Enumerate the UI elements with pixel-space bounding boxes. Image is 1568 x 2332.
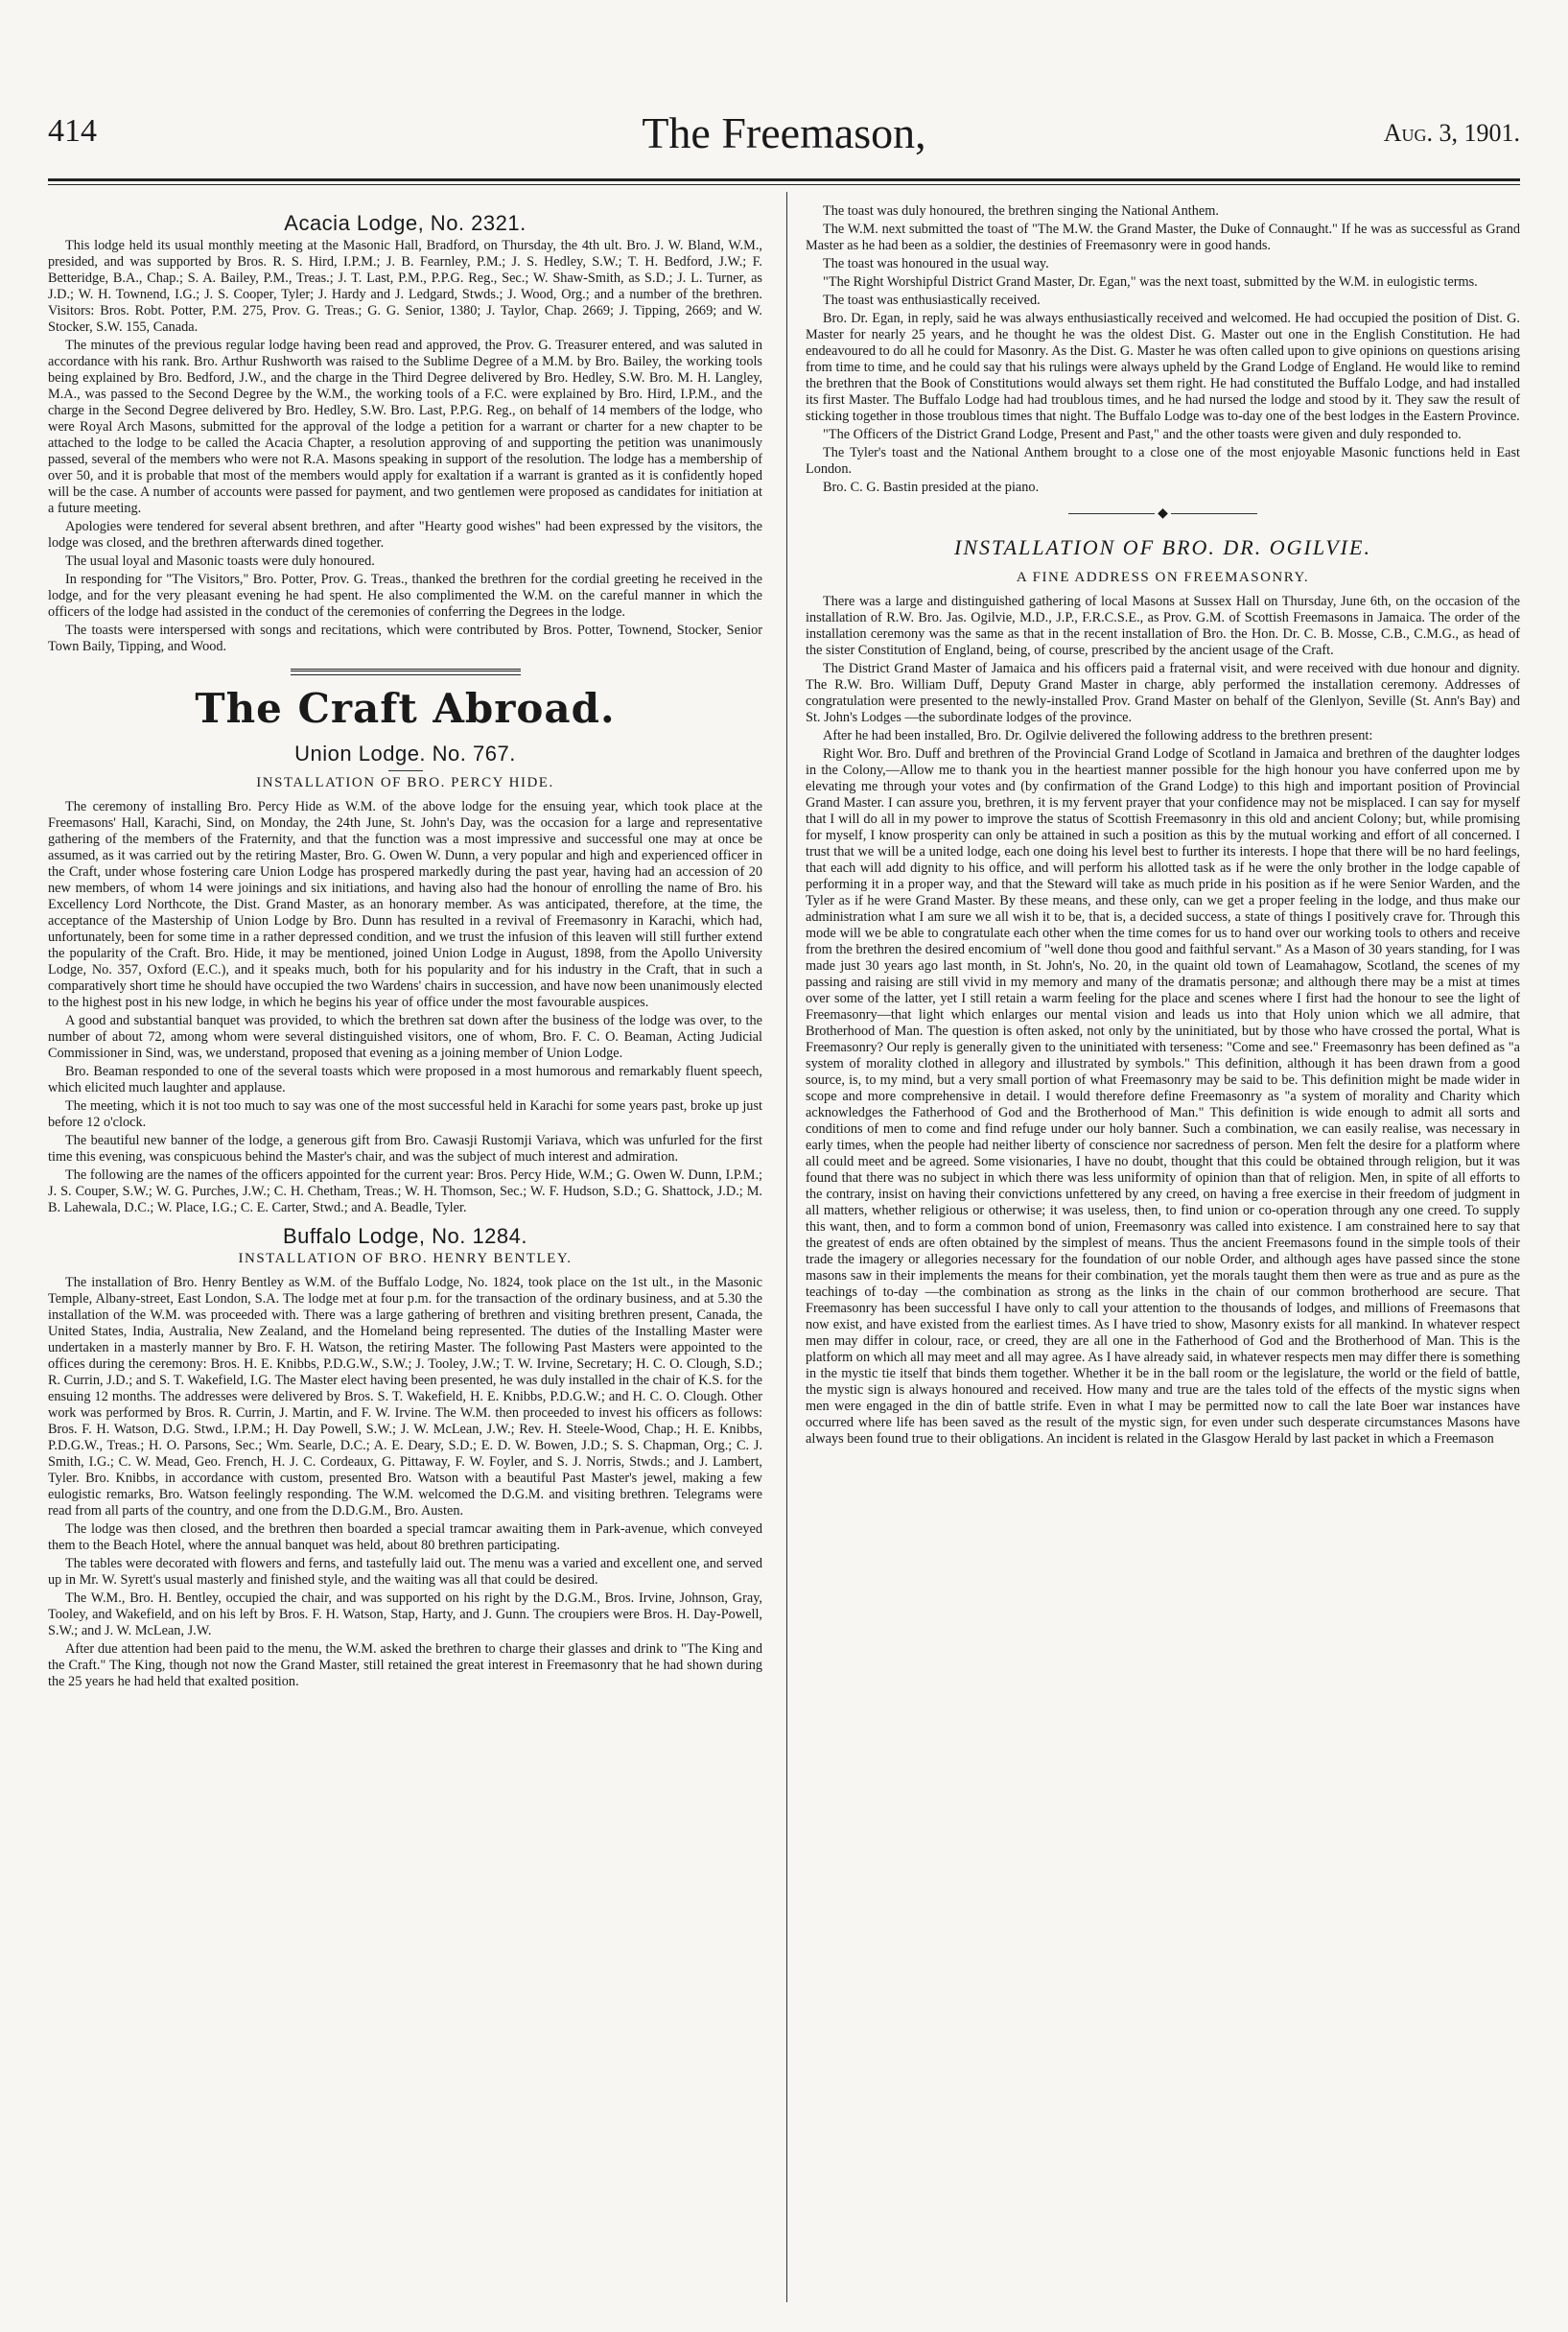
article-title: Union Lodge. No. 767. bbox=[294, 742, 516, 766]
paragraph: Bro. Beaman responded to one of the several toasts which were proposed in a most humorous and remarkably fluent speech, which elicited much laughter and applause. bbox=[48, 1064, 762, 1095]
column-divider bbox=[786, 192, 787, 2302]
paragraph: After he had been installed, Bro. Dr. Ogilvie delivered the following address to the brethren present: bbox=[823, 728, 1373, 743]
paragraph: In responding for "The Visitors," Bro. Potter, Prov. G. Treas., thanked the brethren for the cordial greeting he received in the lodge, and for the very pleasant evening he had spent. He also complimented the W.M. on the careful manner in which the officers of the lodge had assisted in the conduct of the ceremonies of conferring the Degrees in the lodge. bbox=[48, 572, 762, 620]
paragraph: The W.M. next submitted the toast of "The M.W. the Grand Master, the Duke of Connaught." If he was as successful as Grand Master as he had been as a soldier, the destinies of Freemasonry were in good hands. bbox=[806, 222, 1520, 253]
paragraph: "The Right Worshipful District Grand Master, Dr. Egan," was the next toast, submitted by the W.M. in eulogistic terms. bbox=[823, 274, 1478, 290]
right-column bbox=[806, 203, 1520, 1449]
article-subtitle: A FINE ADDRESS ON FREEMASONRY. bbox=[1016, 570, 1310, 585]
paragraph: The toasts were interspersed with songs and recitations, which were contributed by Bros. Potter, Townend, Stocker, Senior Town Baily, Tipping, and Wood. bbox=[48, 623, 762, 654]
section-divider bbox=[291, 669, 521, 675]
article-title: Acacia Lodge, No. 2321. bbox=[284, 211, 527, 235]
issue-date: Aug. 3, 1901. bbox=[1383, 119, 1520, 147]
article-buffalo-continued bbox=[806, 203, 1520, 496]
article-title: INSTALLATION OF BRO. DR. OGILVIE. bbox=[954, 535, 1371, 559]
article-buffalo-lodge bbox=[48, 1224, 762, 1690]
paragraph: The ceremony of installing Bro. Percy Hide as W.M. of the above lodge for the ensuing year, which took place at the Freemasons' Hall, Karachi, Sind, on Monday, the 24th June, St. John's Day, was the occasion for a large and representative gathering of the members of the Fraternity, and that the function was a most impressive and successful one may at once be assumed, as it was carried out by the retiring Master, Bro. G. Owen W. Dunn, a very popular and high and experienced officer in the Craft, under whose fostering care Union Lodge has prospered markedly during the past year, having had an accession of 20 new members, of whom 14 were joinings and six initiations, and having also had the honour of enrolling the name of Bro. his Excellency Lord Northcote, the Dist. Grand Master, as an honorary member. As was anticipated, therefore, at the time, the acceptance of the Mastership of Union Lodge by Bro. Dunn has resulted in a revival of Freemasonry in Karachi, which had, unfortunately, been for some time in a rather depressed condition, and we trust the infusion of this leaven will still further extend the popularity of the Craft. Bro. Hide, it may be mentioned, joined Union Lodge in August, 1898, from the Apollo University Lodge, No. 357, Oxford (E.C.), and it speaks much, both for his popularity and for his industry in the Craft, that in such a comparatively short time he should have occupied the two Wardens' chairs in succession, and have now been unanimously elected to the highest post in his new lodge, in which he begins his year of office under the most favourable auspices. bbox=[48, 799, 762, 1010]
paragraph: The minutes of the previous regular lodge having been read and approved, the Prov. G. Treasurer entered, and was saluted in accordance with his rank. Bro. Arthur Rushworth was raised to the Sublime Degree of a M.M. by Bro. Bailey, the working tools being explained by Bro. Bedford, J.W., and the charge in the Third Degree delivered by Bro. Hedley, S.W. Bro. M. H. Langley, M.A., was passed to the Second Degree by the W.M., the working tools of a F.C. were explained by Bro. Hird, I.P.M., and the charge in the Second Degree delivered by Bro. Hedley, S.W. Bro. Last, P.P.G. Reg., on behalf of 14 members of the lodge, who were Royal Arch Masons, submitted for the approval of the lodge a petition for a warrant or charter for a new chapter to be attached to the lodge to be called the Acacia Chapter, a resolution approving of and supporting the petition was unanimously passed, several of the members who were not R.A. Masons speaking in support of the resolution. The lodge has a membership of over 50, and it is probable that most of the members would apply for exaltation if a warrant is granted as it is confidently hoped will be the case. A number of accounts were passed for payment, and two gentlemen were proposed as candidates for initiation at a future meeting. bbox=[48, 338, 762, 516]
paragraph: Right Wor. Bro. Duff and brethren of the Provincial Grand Lodge of Scotland in Jamaica and brethren of the daughter lodges in the Colony,—Allow me to thank you in the heartiest manner possible for the high honour you have conferred upon me by elevating me through your votes and (by confirmation of the Grand Lodge) to this high and important position of Provincial Grand Master. I can assure you, brethren, it is my fervent prayer that your confidence may not be misplaced. I can say for myself that I will do all in my power to improve the status of Scottish Freemasonry in this old and ancient Colony; but, while promising for myself, I know prosperity can only be attained in such a position as this by the mutual working and effort of all concerned. I trust that we will be a united lodge, each one doing his level best to further its interests. I hope that there will be no hard feelings, that each will add dignity to his office, and will perform his allotted task as if he were the only brother in the lodge capable of performing it in a proper way, and that the Steward will take as much pride in his position as if he were Senior Warden, and the Tyler as if he were Grand Master. By these means, and these only, can we get a proper feeling in the lodge, and thus make our administration what I am sure we all wish it to be, that is, a decided success, a state of things I positively crave for. Through this mode will we be able to congratulate each other when the time comes for us to hand over our working tools to others and receive from the brethren the desired encomium of "well done thou good and faithful servant." As a Mason of 30 years standing, for I was made just 30 years ago last month, in St. John's, No. 20, in the quaint old town of Leamahagow, Scotland, the scenes of my passing and raising are still vivid in my memory and many of the dramatis personæ; and although there may be a mist at times over some of the latter, yet I still retain a warm feeling for the place and scenes where I first had the honour to see the light of Freemasonry—that light which enlarges our mental vision and leads us into that Holy union which we all admire, that Brotherhood of Man. The question is often asked, not only by the uninitiated, but by those who have crossed the portal, What is Freemasonry? Our reply is generally given to the uninitiated with terseness: "Come and see." Freemasonry has been defined as "a system of morality clothed in allegory and illustrated by symbols." This definition, although it has been drawn from a good source, is, to my mind, but a very small portion of what Freemasonry may be said to be. This definition might be made wider in scope and more comprehensive in detail. I would therefore define Freemasonry as "a system of morality and Charity which acknowledges the Fatherhood of God and the Brotherhood of Man." This definition is wide enough to admit all sorts and conditions of men to come and find refuge under our holy banner. Such a combination, we can easily realise, was necessary in early times, when the people had neither liberty of conscience nor sacredness of person. Men felt the desire for a platform where all could meet and be agreed. Some visionaries, I have no doubt, thought that this could be obtained through religion, but it was found that there was no subject in which there was less uniformity of opinion than that of religion. Men, in spite of all efforts to the contrary, insist on having their convictions unfettered by any creed, on having a free exercise in their freedom of judgment in all matters, whether religious or otherwise; it was useless, then, to find union or co-operation through any one creed. To supply this want, then, and to form a common bond of union, Freemasonry was called into existence. I am constrained here to say that the greatest of ends are often obtained by the simplest of means. Thus the ancient Freemasons found in the simple tools of their trade the imagery or allegories necessary for the foundation of our noble Order, and although ages have passed since the stone masons saw in their implements the means for their combination, yet the morals taught them then were as true and as pure as the teachings of to-day —the combination as strong as the links in the chain of our common brotherhood are secure. That Freemasonry has been successful I have only to call your attention to the thousands of lodges, and millions of Freemasons that now exist, and have existed from the earliest times. As I have tried to show, Masonry exists for all mankind. In whatever respect men may differ in colour, race, or creed, they are all one in the Fatherhood of God and the Brotherhood of Man. This is the platform on which all may meet and all may agree. As I have already said, in whatever respects men may differ there is something in the mystic tie itself that binds them together. Whether it be in the ball room or the legislature, the world or the field of battle, the mystic sign is always honoured and received. How many and true are the tales told of the effects of the mystic signs when men were engaged in the din of battle strife. Even in what I may be permitted now to call the late Boer war instances have occurred where life has been saved as the result of the mystic sign, for even under such desperate circumstances Masons have always been found true to their obligations. An incident is related in the Glasgow Herald by last packet in which a Freemason bbox=[806, 746, 1520, 1447]
paragraph: The W.M., Bro. H. Bentley, occupied the chair, and was supported on his right by the D.G.M., Bros. Irvine, Johnson, Gray, Tooley, and Wakefield, and on his left by Bros. F. H. Watson, Stap, Harty, and J. Gunn. The croupiers were Bros. H. Day-Powell, S.W.; and J. W. McLean, J.W. bbox=[48, 1590, 762, 1638]
paragraph: The toast was enthusiastically received. bbox=[823, 293, 1041, 308]
paragraph: The tables were decorated with flowers and ferns, and tastefully laid out. The menu was a varied and excellent one, and served up in Mr. W. Syrett's usual masterly and finished style, and the waiting was all that could be desired. bbox=[48, 1556, 762, 1588]
section-heading-craft-abroad: The Craft Abroad. bbox=[195, 685, 616, 732]
article-title: Buffalo Lodge, No. 1284. bbox=[282, 1224, 527, 1248]
paragraph: "The Officers of the District Grand Lodge, Present and Past," and the other toasts were given and duly responded to. bbox=[823, 427, 1462, 442]
header-rule bbox=[48, 178, 1520, 181]
article-subtitle: INSTALLATION OF BRO. HENRY BENTLEY. bbox=[238, 1251, 573, 1266]
paragraph: This lodge held its usual monthly meeting at the Masonic Hall, Bradford, on Thursday, the 4th ult. Bro. J. W. Bland, W.M., presided, and was supported by Bros. R. S. Hird, I.P.M.; J. B. Fearnley, P.M.; J. S. Hedley, S.W.; T. H. Bedford, J.W.; F. Betteridge, B.A., Chap.; S. A. Bailey, P.M., Treas.; J. T. Last, P.M., P.P.G. Reg., Sec.; W. Shaw-Smith, as S.D.; J. L. Turner, as J.D.; W. H. Townend, I.G.; J. S. Cooper, Tyler; J. Hardy and J. Ledgard, Stwds.; J. Wood, Org.; and a number of the brethren. Visitors: Bros. Robt. Potter, P.M. 275, Prov. G. Treas.; G. G. Senior, 1380; J. Taylor, Chap. 2669; J. Tipping, 2669; and W. Stocker, S.W. 155, Canada. bbox=[48, 238, 762, 335]
paragraph: The meeting, which it is not too much to say was one of the most successful held in Karachi for some years past, broke up just before 12 o'clock. bbox=[48, 1098, 762, 1130]
header-rule-thin bbox=[48, 184, 1520, 185]
paragraph: The lodge was then closed, and the brethren then boarded a special tramcar awaiting them in Park-avenue, which conveyed them to the Beach Hotel, where the annual banquet was held, about 80 brethren participating. bbox=[48, 1521, 762, 1553]
paragraph: The beautiful new banner of the lodge, a generous gift from Bro. Cawasji Rustomji Variava, which was unfurled for the first time this evening, was conspicuous behind the Master's chair, and was the subject of much interest and admiration. bbox=[48, 1133, 762, 1165]
masthead-title: The Freemason, bbox=[642, 108, 926, 157]
article-union-lodge bbox=[48, 742, 762, 1216]
title-rule bbox=[388, 770, 423, 771]
paragraph: The toast was duly honoured, the brethren singing the National Anthem. bbox=[823, 203, 1219, 219]
article-acacia-lodge bbox=[48, 211, 762, 655]
article-subtitle: INSTALLATION OF BRO. PERCY HIDE. bbox=[256, 775, 554, 790]
paragraph: The Tyler's toast and the National Anthem brought to a close one of the most enjoyable Masonic functions held in East London. bbox=[806, 445, 1520, 477]
article-ogilvie-installation bbox=[806, 535, 1520, 1448]
paragraph: The following are the names of the officers appointed for the current year: Bros. Percy Hide, W.M.; G. Owen W. Dunn, I.P.M.; J. S. Couper, S.W.; W. G. Purches, J.W.; C. H. Chetham, Treas.; W. H. Thomson, Sec.; W. F. Hudson, S.D.; G. Shattock, J.D.; M. B. Lahewala, D.C.; W. Place, I.G.; C. E. Carter, Stwd.; and A. Beadle, Tyler. bbox=[48, 1167, 762, 1215]
paragraph: The District Grand Master of Jamaica and his officers paid a fraternal visit, and were received with due honour and dignity. The R.W. Bro. William Duff, Deputy Grand Master in charge, ably performed the installation ceremony. Addresses of congratulation were presented to the newly-installed Prov. Grand Master on behalf of the Glenlyon, Seville (St. Ann's Bay) and St. John's Lodges —the subordinate lodges of the province. bbox=[806, 661, 1520, 725]
paragraph: Bro. C. G. Bastin presided at the piano. bbox=[823, 480, 1040, 495]
section-divider: ◆ bbox=[806, 506, 1520, 522]
paragraph: Bro. Dr. Egan, in reply, said he was always enthusiastically received and welcomed. He had occupied the position of Dist. G. Master for nearly 25 years, and he thought he was the oldest Dist. G. Master out one in the English Constitution. He had endeavoured to do all he could for Masonry. As the Dist. G. Master he was often called upon to give opinions on questions arising from time to time, and he could say that his rulings were always upheld by the Grand Lodge of England. He would like to remind the brethren that the Book of Constitutions would always set them right. He had constituted the Buffalo Lodge, and had installed its first Master. The Buffalo Lodge had had troublous times, and he had nursed the lodge and stood by it. They saw the result of sticking together in those troublous times that night. The Buffalo Lodge was to-day one of the best lodges in the Eastern Province. bbox=[806, 311, 1520, 424]
paragraph: Apologies were tendered for several absent brethren, and after "Hearty good wishes" had been expressed by the visitors, the lodge was closed, and the brethren afterwards dined together. bbox=[48, 519, 762, 551]
paragraph: The toast was honoured in the usual way. bbox=[823, 256, 1049, 271]
paragraph: The usual loyal and Masonic toasts were duly honoured. bbox=[65, 554, 375, 569]
page-number: 414 bbox=[48, 113, 97, 149]
left-column bbox=[48, 203, 762, 1692]
paragraph: There was a large and distinguished gathering of local Masons at Sussex Hall on Thursday, June 6th, on the occasion of the installation of R.W. Bro. Jas. Ogilvie, M.D., J.P., F.R.C.S.E., as Prov. G.M. of Scottish Freemasons in Jamaica. The order of the installation ceremony was the same as that in the recent installation of Bro. the Hon. Dr. C. B. Mosse, C.B., C.M.G., as head of the sister Constitution of England, being, of course, prescribed by the ancient usage of the Craft. bbox=[806, 594, 1520, 658]
paragraph: The installation of Bro. Henry Bentley as W.M. of the Buffalo Lodge, No. 1824, took place on the 1st ult., in the Masonic Temple, Albany-street, East London, S.A. The lodge met at four p.m. for the transaction of the ordinary business, and at 5.30 the installation of the W.M. was proceeded with. There was a large gathering of brethren and visiting brethren present, Canada, the United States, India, Australia, New Zealand, and the Homeland being represented. The duties of the Installing Master were undertaken in a masterly manner by Bro. F. H. Watson, the retiring Master. The following Past Masters were appointed to the offices during the ceremony: Bros. H. E. Knibbs, P.D.G.W., S.W.; J. Tooley, J.W.; T. W. Irvine, Secretary; H. C. O. Clough, S.D.; R. Currin, J.D.; and S. T. Wakefield, I.G. The Master elect having been presented, he was duly installed in the chair of K.S. for the ensuing 12 months. The addresses were delivered by Bros. S. T. Wakefield, H. E. Knibbs, P.D.G.W.; and H. C. O. Clough. Other work was performed by Bros. R. Currin, J. Martin, and F. W. Irvine. The W.M. then proceeded to invest his officers as follows: Bros. F. H. Watson, D.G. Stwd., I.P.M.; H. Day Powell, S.W.; J. W. McLean, J.W.; Rev. H. Steele-Wood, Chap.; H. E. Knibbs, P.D.G.W., Treas.; H. O. Parsons, Sec.; Wm. Searle, D.C.; A. E. Deary, S.D.; E. D. W. Bowen, J.D.; S. S. Chapman, Org.; C. J. Smith, I.G.; C. W. Mead, Geo. French, H. J. C. Cordeaux, G. Pittaway, F. W. Foyler, and S. J. Norris, Stwds.; and J. Lambert, Tyler. Bro. Knibbs, in accordance with custom, presented Bro. Watson with a beautiful Past Master's jewel, making a few eulogistic remarks, Bro. Watson feelingly responding. The W.M. welcomed the D.G.M. and visiting brethren. Telegrams were read from all parts of the country, and one from the D.D.G.M., Bro. Austen. bbox=[48, 1275, 763, 1519]
page-header bbox=[48, 108, 1520, 180]
paragraph: After due attention had been paid to the menu, the W.M. asked the brethren to charge their glasses and drink to "The King and the Craft." The King, though not now the Grand Master, still retained the great interest in Freemasonry that he had shown during the 25 years he had held that exalted position. bbox=[48, 1641, 762, 1689]
paragraph: A good and substantial banquet was provided, to which the brethren sat down after the business of the lodge was over, to the number of about 72, among whom were several distinguished visitors, one of whom, Bro. F. C. O. Beaman, Acting Judicial Commissioner in Sind, was, we understand, proposed that evening as a joining member of Union Lodge. bbox=[48, 1013, 762, 1061]
